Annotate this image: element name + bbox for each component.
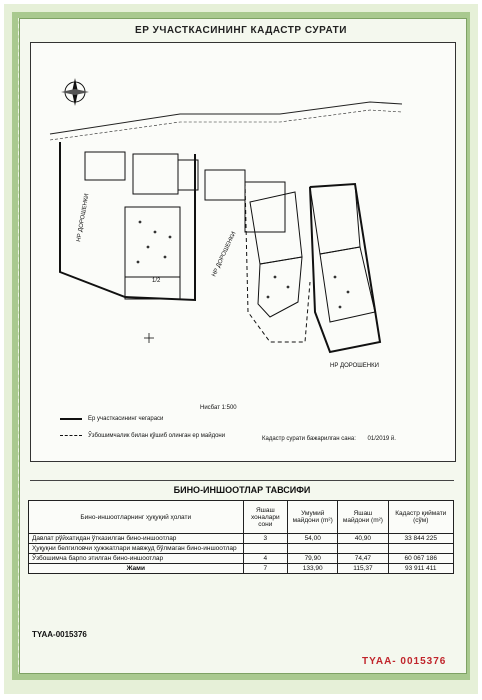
cadastral-value-cell	[388, 544, 453, 554]
row-label: Ҳуқуқни белгиловчи ҳужжатлари мавжуд бўлмаган бино-иншоотлар	[29, 544, 244, 554]
serial-number-red: TYAA- 0015376	[362, 656, 447, 667]
plan-date-value: 01/2019 й.	[367, 436, 396, 442]
plan-scale: Нисбат 1:500	[200, 405, 237, 411]
boundary-legend-line	[60, 418, 82, 420]
street-label: НР ДОРОШЕНКИ	[76, 193, 91, 243]
row-label: Давлат рўйхатидан ўтказилган бино-иншоотлар	[29, 534, 244, 544]
plan-date-label: Кадастр сурати бажарилган сана:	[262, 436, 356, 442]
cadastral-value-cell: 60 067 186	[388, 554, 453, 564]
table-row	[29, 534, 454, 544]
cadastral-value-cell: 33 844 225	[388, 534, 453, 544]
street-label: НР ДОРОШЕНКИ	[211, 230, 238, 278]
separated-legend-text: Ўзбошимчалик билан қўшиб олинган ер майдони	[88, 433, 226, 439]
column-header: Бино-иншоотларнинг ҳуқуқий ҳолати	[29, 501, 244, 534]
table-row	[29, 544, 454, 554]
column-header: Умумий майдони (m²)	[288, 501, 338, 534]
document-title: ЕР УЧАСТКАСИНИНГ КАДАСТР СУРАТИ	[135, 25, 347, 36]
rooms-cell: 4	[243, 554, 288, 564]
separated-legend-line	[60, 435, 82, 436]
total-area-cell	[288, 544, 338, 554]
total-area-cell: 54,00	[288, 534, 338, 544]
buildings-table	[28, 500, 454, 574]
living-area-cell: 40,90	[338, 534, 388, 544]
living-area-sum: 115,37	[338, 564, 388, 574]
rooms-cell	[243, 544, 288, 554]
total-area-cell: 79,90	[288, 554, 338, 564]
column-header: Кадастр қиймати (сўм)	[388, 501, 453, 534]
row-label: Ўзбошимча барпо этилган бино-иншоотлар	[29, 554, 244, 564]
total-label: Жами	[29, 564, 244, 574]
buildings-section-title: БИНО-ИНШООТЛАР ТАВСИФИ	[30, 480, 454, 499]
table-row	[29, 554, 454, 564]
living-area-cell: 74,47	[338, 554, 388, 564]
boundary-legend-text: Ер участкасининг чегараси	[88, 416, 164, 422]
column-header: Яшаш майдони (m²)	[338, 501, 388, 534]
cadastral-value-sum: 93 911 411	[388, 564, 453, 574]
total-area-sum: 133,90	[288, 564, 338, 574]
column-header: Яшаш хоналари сони	[243, 501, 288, 534]
plan-drawing	[30, 42, 454, 402]
compass-icon	[61, 78, 89, 106]
rooms-cell: 3	[243, 534, 288, 544]
plan-date	[262, 436, 396, 442]
total-row	[29, 564, 454, 574]
serial-number: TYAA-0015376	[32, 630, 87, 639]
total-rooms: 7	[243, 564, 288, 574]
unit-label: 1/2	[152, 278, 161, 284]
living-area-cell	[338, 544, 388, 554]
street-label: НР ДОРОШЕНКИ	[330, 363, 379, 369]
